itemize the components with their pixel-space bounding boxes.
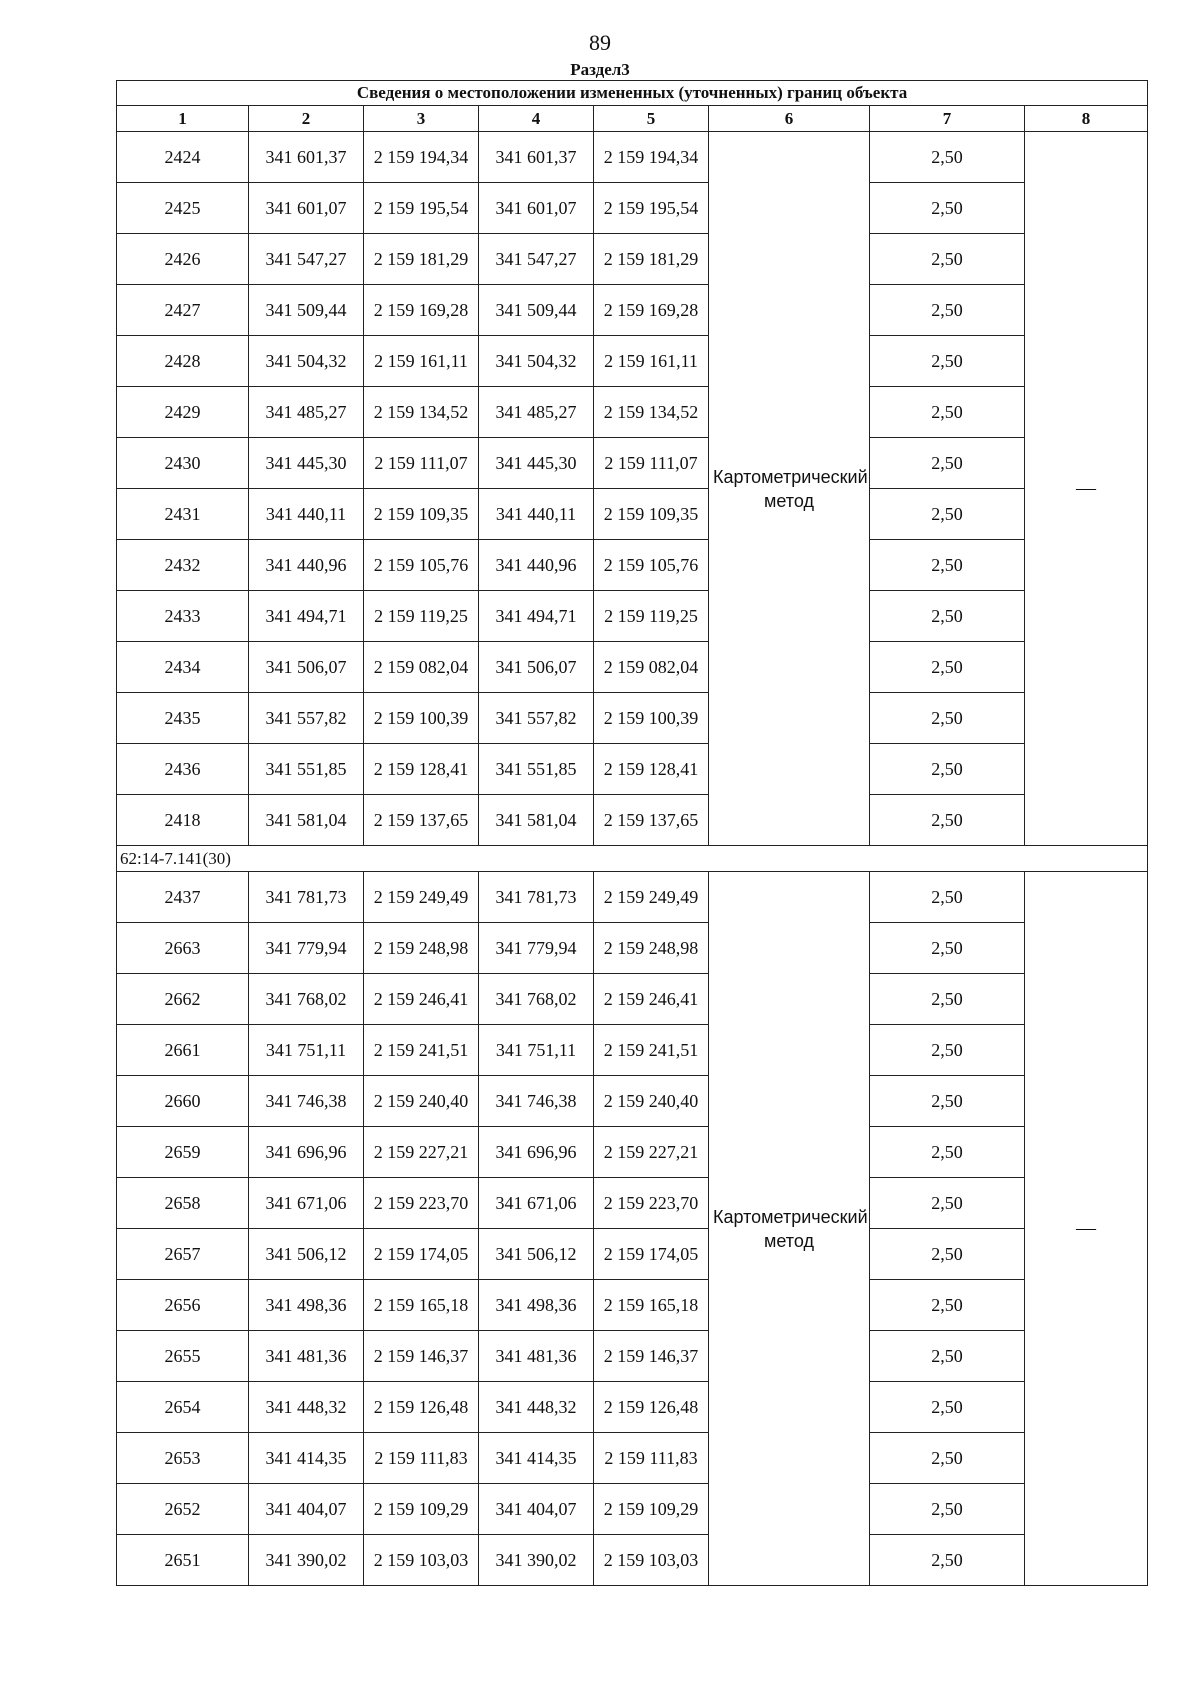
y-old-cell: 2 159 134,52 [364, 387, 479, 438]
table-row [117, 1280, 1148, 1331]
method-cell: Картометрический метод [709, 132, 870, 846]
y-new-cell: 2 159 100,39 [594, 693, 709, 744]
table-row [117, 1535, 1148, 1586]
accuracy-cell: 2,50 [870, 642, 1025, 693]
x-old-cell: 341 768,02 [249, 974, 364, 1025]
column-number: 1 [117, 106, 249, 132]
accuracy-cell: 2,50 [870, 1433, 1025, 1484]
x-old-cell: 341 557,82 [249, 693, 364, 744]
x-old-cell: 341 506,12 [249, 1229, 364, 1280]
table-row [117, 387, 1148, 438]
column-number: 8 [1025, 106, 1148, 132]
y-old-cell: 2 159 195,54 [364, 183, 479, 234]
accuracy-cell: 2,50 [870, 1484, 1025, 1535]
point-number-cell: 2434 [117, 642, 249, 693]
x-new-cell: 341 506,07 [479, 642, 594, 693]
x-old-cell: 341 506,07 [249, 642, 364, 693]
y-new-cell: 2 159 227,21 [594, 1127, 709, 1178]
y-new-cell: 2 159 174,05 [594, 1229, 709, 1280]
table-row [117, 923, 1148, 974]
y-old-cell: 2 159 119,25 [364, 591, 479, 642]
y-old-cell: 2 159 103,03 [364, 1535, 479, 1586]
point-number-cell: 2425 [117, 183, 249, 234]
y-old-cell: 2 159 111,83 [364, 1433, 479, 1484]
y-old-cell: 2 159 194,34 [364, 132, 479, 183]
y-new-cell: 2 159 109,35 [594, 489, 709, 540]
x-new-cell: 341 581,04 [479, 795, 594, 846]
accuracy-cell: 2,50 [870, 1280, 1025, 1331]
table-row [117, 1484, 1148, 1535]
x-old-cell: 341 440,11 [249, 489, 364, 540]
y-old-cell: 2 159 240,40 [364, 1076, 479, 1127]
page-number: 89 [589, 30, 611, 55]
y-new-cell: 2 159 240,40 [594, 1076, 709, 1127]
accuracy-cell: 2,50 [870, 1025, 1025, 1076]
column-8-cell: — [1025, 872, 1148, 1586]
y-new-cell: 2 159 126,48 [594, 1382, 709, 1433]
accuracy-cell: 2,50 [870, 285, 1025, 336]
y-old-cell: 2 159 249,49 [364, 872, 479, 923]
accuracy-cell: 2,50 [870, 744, 1025, 795]
x-new-cell: 341 751,11 [479, 1025, 594, 1076]
point-number-cell: 2429 [117, 387, 249, 438]
x-old-cell: 341 440,96 [249, 540, 364, 591]
y-new-cell: 2 159 246,41 [594, 974, 709, 1025]
y-new-cell: 2 159 241,51 [594, 1025, 709, 1076]
x-new-cell: 341 506,12 [479, 1229, 594, 1280]
accuracy-cell: 2,50 [870, 387, 1025, 438]
x-new-cell: 341 390,02 [479, 1535, 594, 1586]
x-old-cell: 341 509,44 [249, 285, 364, 336]
table-row [117, 438, 1148, 489]
x-old-cell: 341 494,71 [249, 591, 364, 642]
y-old-cell: 2 159 137,65 [364, 795, 479, 846]
y-old-cell: 2 159 174,05 [364, 1229, 479, 1280]
point-number-cell: 2436 [117, 744, 249, 795]
x-new-cell: 341 481,36 [479, 1331, 594, 1382]
table-row [117, 234, 1148, 285]
y-new-cell: 2 159 181,29 [594, 234, 709, 285]
y-old-cell: 2 159 227,21 [364, 1127, 479, 1178]
point-number-cell: 2654 [117, 1382, 249, 1433]
y-new-cell: 2 159 137,65 [594, 795, 709, 846]
x-old-cell: 341 481,36 [249, 1331, 364, 1382]
y-new-cell: 2 159 169,28 [594, 285, 709, 336]
point-number-cell: 2653 [117, 1433, 249, 1484]
point-number-cell: 2431 [117, 489, 249, 540]
accuracy-cell: 2,50 [870, 438, 1025, 489]
y-old-cell: 2 159 111,07 [364, 438, 479, 489]
table-title-row [117, 81, 1148, 106]
column-number: 2 [249, 106, 364, 132]
point-number-cell: 2659 [117, 1127, 249, 1178]
x-old-cell: 341 671,06 [249, 1178, 364, 1229]
y-old-cell: 2 159 165,18 [364, 1280, 479, 1331]
accuracy-cell: 2,50 [870, 1229, 1025, 1280]
x-new-cell: 341 547,27 [479, 234, 594, 285]
accuracy-cell: 2,50 [870, 1127, 1025, 1178]
column-8-cell: — [1025, 132, 1148, 846]
point-number-cell: 2657 [117, 1229, 249, 1280]
accuracy-cell: 2,50 [870, 540, 1025, 591]
y-new-cell: 2 159 128,41 [594, 744, 709, 795]
table-row [117, 744, 1148, 795]
y-new-cell: 2 159 161,11 [594, 336, 709, 387]
parcel-group-label: 62:14-7.141(30) [117, 846, 1148, 872]
point-number-cell: 2426 [117, 234, 249, 285]
x-old-cell: 341 696,96 [249, 1127, 364, 1178]
y-old-cell: 2 159 223,70 [364, 1178, 479, 1229]
x-new-cell: 341 414,35 [479, 1433, 594, 1484]
y-old-cell: 2 159 146,37 [364, 1331, 479, 1382]
x-new-cell: 341 551,85 [479, 744, 594, 795]
method-cell: Картометрический метод [709, 872, 870, 1586]
y-new-cell: 2 159 119,25 [594, 591, 709, 642]
accuracy-cell: 2,50 [870, 1331, 1025, 1382]
accuracy-cell: 2,50 [870, 489, 1025, 540]
accuracy-cell: 2,50 [870, 923, 1025, 974]
table-row [117, 872, 1148, 923]
point-number-cell: 2432 [117, 540, 249, 591]
point-number-cell: 2661 [117, 1025, 249, 1076]
x-new-cell: 341 768,02 [479, 974, 594, 1025]
parcel-group-row [117, 846, 1148, 872]
x-new-cell: 341 601,07 [479, 183, 594, 234]
table-row [117, 183, 1148, 234]
x-new-cell: 341 779,94 [479, 923, 594, 974]
point-number-cell: 2663 [117, 923, 249, 974]
table-row [117, 1433, 1148, 1484]
table-row [117, 540, 1148, 591]
accuracy-cell: 2,50 [870, 234, 1025, 285]
section-label: Раздел3 [570, 60, 630, 79]
y-old-cell: 2 159 248,98 [364, 923, 479, 974]
accuracy-cell: 2,50 [870, 132, 1025, 183]
point-number-cell: 2655 [117, 1331, 249, 1382]
y-old-cell: 2 159 100,39 [364, 693, 479, 744]
y-new-cell: 2 159 165,18 [594, 1280, 709, 1331]
y-new-cell: 2 159 111,07 [594, 438, 709, 489]
accuracy-cell: 2,50 [870, 1535, 1025, 1586]
table-title: Сведения о местоположении измененных (уточненных) границ объекта [117, 81, 1148, 106]
y-old-cell: 2 159 241,51 [364, 1025, 479, 1076]
accuracy-cell: 2,50 [870, 591, 1025, 642]
x-old-cell: 341 601,07 [249, 183, 364, 234]
x-new-cell: 341 746,38 [479, 1076, 594, 1127]
table-row [117, 642, 1148, 693]
accuracy-cell: 2,50 [870, 693, 1025, 744]
y-new-cell: 2 159 134,52 [594, 387, 709, 438]
y-new-cell: 2 159 249,49 [594, 872, 709, 923]
point-number-cell: 2656 [117, 1280, 249, 1331]
accuracy-cell: 2,50 [870, 872, 1025, 923]
x-old-cell: 341 779,94 [249, 923, 364, 974]
table-row [117, 974, 1148, 1025]
x-new-cell: 341 781,73 [479, 872, 594, 923]
y-old-cell: 2 159 181,29 [364, 234, 479, 285]
x-old-cell: 341 781,73 [249, 872, 364, 923]
y-old-cell: 2 159 105,76 [364, 540, 479, 591]
y-old-cell: 2 159 082,04 [364, 642, 479, 693]
accuracy-cell: 2,50 [870, 795, 1025, 846]
x-old-cell: 341 751,11 [249, 1025, 364, 1076]
point-number-cell: 2435 [117, 693, 249, 744]
y-old-cell: 2 159 246,41 [364, 974, 479, 1025]
column-number: 3 [364, 106, 479, 132]
y-new-cell: 2 159 223,70 [594, 1178, 709, 1229]
column-number: 5 [594, 106, 709, 132]
x-new-cell: 341 440,96 [479, 540, 594, 591]
x-old-cell: 341 504,32 [249, 336, 364, 387]
table-row [117, 132, 1148, 183]
accuracy-cell: 2,50 [870, 1178, 1025, 1229]
point-number-cell: 2658 [117, 1178, 249, 1229]
y-new-cell: 2 159 146,37 [594, 1331, 709, 1382]
x-new-cell: 341 557,82 [479, 693, 594, 744]
y-old-cell: 2 159 169,28 [364, 285, 479, 336]
x-new-cell: 341 440,11 [479, 489, 594, 540]
table-row [117, 1229, 1148, 1280]
x-old-cell: 341 746,38 [249, 1076, 364, 1127]
column-number: 6 [709, 106, 870, 132]
point-number-cell: 2433 [117, 591, 249, 642]
x-new-cell: 341 494,71 [479, 591, 594, 642]
point-number-cell: 2662 [117, 974, 249, 1025]
x-old-cell: 341 448,32 [249, 1382, 364, 1433]
column-number: 7 [870, 106, 1025, 132]
accuracy-cell: 2,50 [870, 1382, 1025, 1433]
x-old-cell: 341 601,37 [249, 132, 364, 183]
y-old-cell: 2 159 161,11 [364, 336, 479, 387]
x-new-cell: 341 485,27 [479, 387, 594, 438]
y-old-cell: 2 159 109,35 [364, 489, 479, 540]
x-old-cell: 341 414,35 [249, 1433, 364, 1484]
y-new-cell: 2 159 082,04 [594, 642, 709, 693]
table-row [117, 1025, 1148, 1076]
table-row [117, 1331, 1148, 1382]
x-old-cell: 341 498,36 [249, 1280, 364, 1331]
y-new-cell: 2 159 103,03 [594, 1535, 709, 1586]
x-old-cell: 341 390,02 [249, 1535, 364, 1586]
x-old-cell: 341 551,85 [249, 744, 364, 795]
y-old-cell: 2 159 128,41 [364, 744, 479, 795]
table-row [117, 1178, 1148, 1229]
y-new-cell: 2 159 194,34 [594, 132, 709, 183]
column-number: 4 [479, 106, 594, 132]
x-new-cell: 341 504,32 [479, 336, 594, 387]
point-number-cell: 2651 [117, 1535, 249, 1586]
table-row [117, 336, 1148, 387]
point-number-cell: 2430 [117, 438, 249, 489]
x-old-cell: 341 404,07 [249, 1484, 364, 1535]
accuracy-cell: 2,50 [870, 1076, 1025, 1127]
y-old-cell: 2 159 126,48 [364, 1382, 479, 1433]
point-number-cell: 2652 [117, 1484, 249, 1535]
x-new-cell: 341 671,06 [479, 1178, 594, 1229]
table-row [117, 285, 1148, 336]
x-new-cell: 341 601,37 [479, 132, 594, 183]
table-row [117, 1076, 1148, 1127]
table-row [117, 489, 1148, 540]
y-new-cell: 2 159 109,29 [594, 1484, 709, 1535]
point-number-cell: 2437 [117, 872, 249, 923]
accuracy-cell: 2,50 [870, 183, 1025, 234]
x-new-cell: 341 448,32 [479, 1382, 594, 1433]
boundary-coordinates-table [116, 80, 1148, 1586]
x-old-cell: 341 581,04 [249, 795, 364, 846]
y-new-cell: 2 159 111,83 [594, 1433, 709, 1484]
x-new-cell: 341 696,96 [479, 1127, 594, 1178]
y-new-cell: 2 159 248,98 [594, 923, 709, 974]
table-row [117, 591, 1148, 642]
table-row [117, 1127, 1148, 1178]
accuracy-cell: 2,50 [870, 974, 1025, 1025]
x-new-cell: 341 404,07 [479, 1484, 594, 1535]
y-new-cell: 2 159 105,76 [594, 540, 709, 591]
y-old-cell: 2 159 109,29 [364, 1484, 479, 1535]
x-new-cell: 341 445,30 [479, 438, 594, 489]
x-new-cell: 341 509,44 [479, 285, 594, 336]
y-new-cell: 2 159 195,54 [594, 183, 709, 234]
point-number-cell: 2418 [117, 795, 249, 846]
table-row [117, 1382, 1148, 1433]
point-number-cell: 2428 [117, 336, 249, 387]
table-row [117, 795, 1148, 846]
table-row [117, 693, 1148, 744]
point-number-cell: 2427 [117, 285, 249, 336]
x-old-cell: 341 485,27 [249, 387, 364, 438]
x-new-cell: 341 498,36 [479, 1280, 594, 1331]
x-old-cell: 341 445,30 [249, 438, 364, 489]
accuracy-cell: 2,50 [870, 336, 1025, 387]
point-number-cell: 2424 [117, 132, 249, 183]
x-old-cell: 341 547,27 [249, 234, 364, 285]
column-numbers-row [117, 106, 1148, 132]
point-number-cell: 2660 [117, 1076, 249, 1127]
